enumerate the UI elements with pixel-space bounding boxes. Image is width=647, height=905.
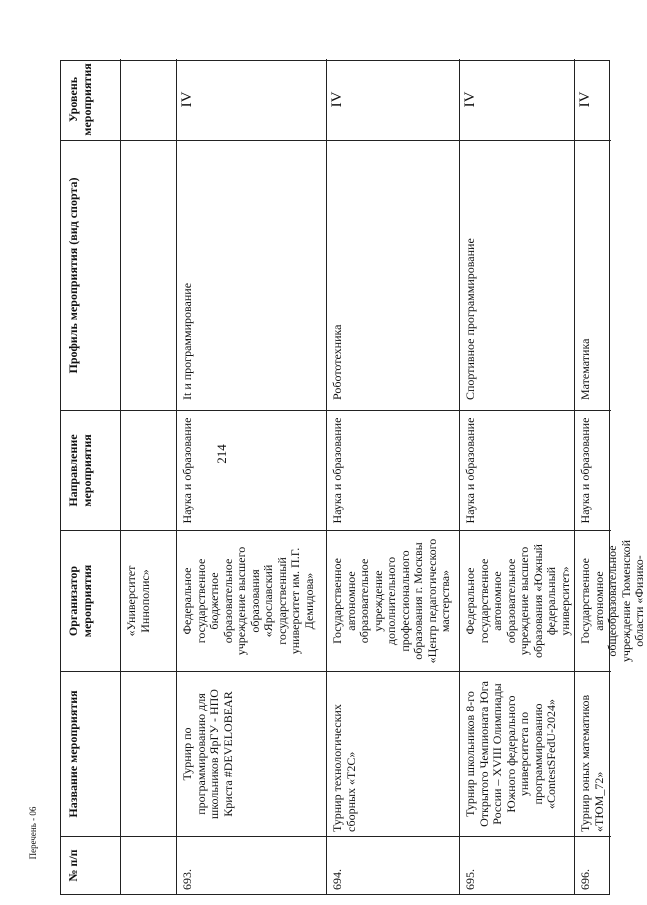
cell-organizer: Федеральное государственное автономное образовательное учреждение высшего образования «Южный федеральный университет»	[460, 530, 574, 671]
cell-direction: Наука и образование	[460, 410, 574, 530]
cell-level: IV	[577, 91, 593, 108]
header-level: Уровень мероприятия	[66, 63, 94, 136]
cell-direction: Наука и образование	[327, 410, 459, 530]
page-number: 214	[214, 444, 229, 464]
table-row	[575, 59, 646, 894]
cell-profile: Спортивное программирование	[460, 140, 574, 410]
cell-num: 693.	[177, 836, 326, 894]
cell-name: Турнир юных математиков «ТЮМ_72»	[575, 671, 611, 836]
cell-direction: Наука и образование	[177, 410, 326, 530]
cell-name: Турнир школьников 8-го Открытого Чемпионата Юга России – XVIII Олимпиады Южного федерального университета по программированию «ContestSFedU-2024»	[460, 671, 574, 836]
cell-num: 696.	[575, 836, 611, 894]
cell-name: Турнир по программированию для школьников ЯрГУ - НПО Криста #DEVELOBEAR	[177, 671, 326, 836]
table-header-row	[61, 59, 121, 894]
cell-organizer: Государственное автономное образовательное учреждение дополнительного профессионального образования г. Москвы «Центр педагогического мастерства»	[327, 530, 459, 671]
cell-organizer: Федеральное государственное бюджетное образовательное учреждение высшего образования «Ярославский государственный университет им. П.Г. Демидова»	[177, 530, 326, 671]
cell-level: IV	[462, 91, 478, 108]
table-row	[327, 59, 460, 894]
header-direction: Направление мероприятия	[61, 410, 120, 530]
cell-organizer: Государственное автономное общеобразовательное учреждение Тюменской области «Физико-	[575, 530, 611, 671]
footer-note: Перечень - 06	[28, 806, 38, 860]
cell-level: IV	[329, 91, 345, 108]
table-row	[177, 59, 327, 894]
header-profile: Профиль мероприятия (вид спорта)	[61, 140, 120, 410]
cell-profile: Робототехника	[327, 140, 459, 410]
header-name: Название мероприятия	[61, 671, 120, 836]
cell-name: Турнир технологических сборных «T2C»	[327, 671, 459, 836]
cell-direction: Наука и образование	[575, 410, 611, 530]
cell-level: IV	[179, 91, 195, 108]
cell-profile: Математика	[575, 140, 611, 410]
table-row-continuation	[121, 59, 177, 894]
cell-profile: It и программирование	[177, 140, 326, 410]
table-row	[460, 59, 575, 894]
cell-organizer: «Университет Иннополис»	[121, 530, 176, 671]
cell-num: 694.	[327, 836, 459, 894]
header-num: № п/п	[61, 836, 120, 894]
header-organizer: Организатор мероприятия	[61, 530, 120, 671]
events-table	[60, 60, 646, 895]
cell-num: 695.	[460, 836, 574, 894]
